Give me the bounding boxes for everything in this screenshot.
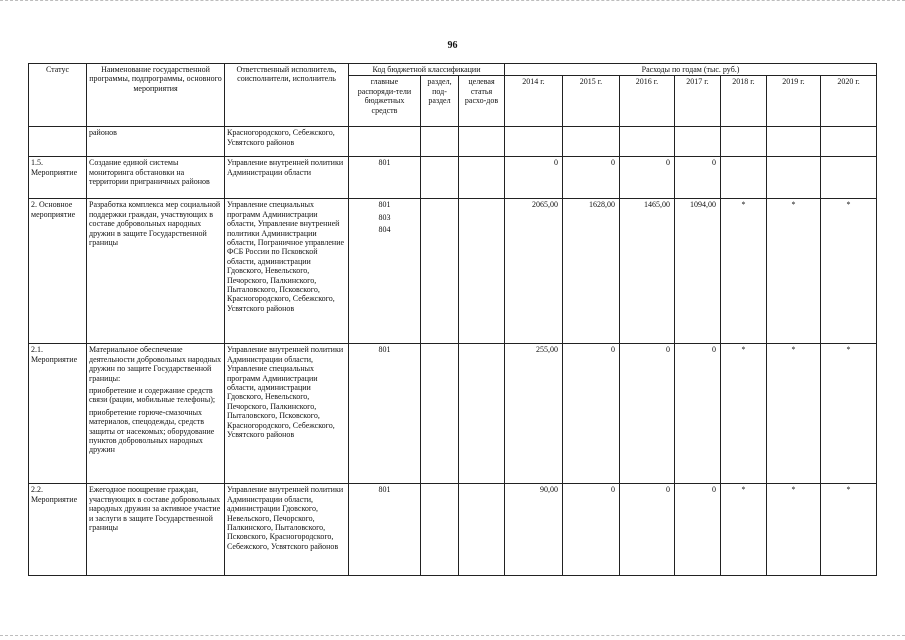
col-header-budget-code: Код бюджетной классификации (349, 64, 505, 76)
row-target-code (459, 157, 505, 199)
grbs-code: 801 (378, 345, 391, 355)
row-name-part: Материальное обеспечение деятельности добровольных народных дружин по защите Государственной границы: (89, 345, 222, 383)
row-value-2016 (620, 127, 675, 157)
row-name: Создание единой системы мониторинга обстановки на территории приграничных районов (87, 157, 225, 199)
row-target-code (459, 199, 505, 344)
row-value-2015: 0 (563, 157, 620, 199)
row-value-2019: * (767, 344, 821, 484)
row-target-code (459, 127, 505, 157)
row-status: 2.1. Мероприятие (29, 344, 87, 484)
row-section-code (421, 484, 459, 576)
row-grbs-code (349, 484, 421, 576)
header-row-1 (29, 64, 877, 76)
row-value-2020: * (821, 484, 877, 576)
row-target-code (459, 484, 505, 576)
row-section-code (421, 344, 459, 484)
budget-table (28, 63, 877, 576)
col-header-responsible: Ответственный исполнитель, соисполнители, исполнитель (225, 64, 349, 127)
row-value-2020: * (821, 344, 877, 484)
row-status (29, 127, 87, 157)
row-value-2015: 1628,00 (563, 199, 620, 344)
col-header-status: Статус (29, 64, 87, 127)
row-value-2015: 0 (563, 484, 620, 576)
col-header-year: 2016 г. (620, 76, 675, 127)
grbs-code: 801 (378, 200, 391, 210)
col-header-year: 2018 г. (721, 76, 767, 127)
row-value-2018: * (721, 199, 767, 344)
row-status: 2.2. Мероприятие (29, 484, 87, 576)
grbs-code: 804 (378, 225, 391, 235)
row-value-2014 (505, 127, 563, 157)
row-value-2020 (821, 157, 877, 199)
table-row (29, 344, 877, 484)
row-name-part: приобретение и содержание средств связи (рации, мобильные телефоны); (89, 386, 216, 405)
page-number: 96 (447, 40, 458, 51)
row-value-2020: * (821, 199, 877, 344)
grbs-code: 801 (378, 485, 391, 495)
row-responsible: Управление внутренней политики Администрации области (225, 157, 349, 199)
row-value-2015 (563, 127, 620, 157)
col-header-target: целевая статья расхо-дов (459, 76, 505, 127)
table-row (29, 157, 877, 199)
scan-edge-top (0, 0, 905, 4)
row-value-2019 (767, 157, 821, 199)
grbs-code: 803 (378, 212, 391, 222)
table-row (29, 199, 877, 344)
row-value-2017: 1094,00 (675, 199, 721, 344)
row-name: Ежегодное поощрение граждан, участвующих в составе добровольных народных дружин за активное участие и заслуги в защите Государственной границы (87, 484, 225, 576)
row-value-2016: 1465,00 (620, 199, 675, 344)
row-value-2019: * (767, 484, 821, 576)
row-value-2019: * (767, 199, 821, 344)
row-value-2014: 2065,00 (505, 199, 563, 344)
row-value-2016: 0 (620, 484, 675, 576)
row-responsible: Управление специальных программ Администрации области, Управление внутренней политики Администрации области, Пограничное управление ФСБ России по Псковской области, администрации Гдовского, Невельского, Печорского, Палкинского, Пыталовского, Псковского, Красногородского, Себежского, Усвятского районов (225, 199, 349, 344)
col-header-year: 2017 г. (675, 76, 721, 127)
row-responsible: Управление внутренней политики Администрации области, администрации Гдовского, Невельского, Печорского, Палкинского, Пыталовского, Псковского, Красногородского, Себежского, Усвятского районов (225, 484, 349, 576)
row-value-2017 (675, 127, 721, 157)
row-section-code (421, 157, 459, 199)
row-value-2017: 0 (675, 484, 721, 576)
row-name-part: приобретение горюче-смазочных материалов, спецодежды, средств защиты от насекомых; оборудование пунктов добровольных народных дружин (89, 407, 215, 455)
table-row (29, 127, 877, 157)
table-row (29, 484, 877, 576)
row-value-2018 (721, 157, 767, 199)
row-name: районов (87, 127, 225, 157)
row-value-2019 (767, 127, 821, 157)
row-section-code (421, 127, 459, 157)
row-value-2014: 255,00 (505, 344, 563, 484)
row-value-2018: * (721, 484, 767, 576)
col-header-section: раздел, под-раздел (421, 76, 459, 127)
col-header-year: 2019 г. (767, 76, 821, 127)
row-value-2020 (821, 127, 877, 157)
col-header-name: Наименование государственной программы, подпрограммы, основного мероприятия (87, 64, 225, 127)
scan-edge-bottom (0, 632, 905, 636)
row-grbs-code (349, 127, 421, 157)
row-grbs-code (349, 344, 421, 484)
row-responsible: Красногородского, Себежского, Усвятского районов (225, 127, 349, 157)
col-header-grbs: главные распоряди-тели бюджетных средств (349, 76, 421, 127)
row-value-2014: 0 (505, 157, 563, 199)
row-value-2017: 0 (675, 344, 721, 484)
row-responsible: Управление внутренней политики Администрации области, Управление специальных программ Администрации области, администрации Гдовского, Невельского, Печорского, Палкинского, Пыталовского, Псковского, Красногородского, Себежского, Усвятского районов (225, 344, 349, 484)
row-value-2014: 90,00 (505, 484, 563, 576)
col-header-year: 2015 г. (563, 76, 620, 127)
row-value-2017: 0 (675, 157, 721, 199)
row-grbs-code (349, 157, 421, 199)
row-status: 1.5. Мероприятие (29, 157, 87, 199)
grbs-code: 801 (378, 158, 391, 168)
row-value-2018: * (721, 344, 767, 484)
row-target-code (459, 344, 505, 484)
row-section-code (421, 199, 459, 344)
row-name: Разработка комплекса мер социальной поддержки граждан, участвующих в составе добровольных народных дружин в защите Государственной границы (87, 199, 225, 344)
row-status: 2. Основное мероприятие (29, 199, 87, 344)
row-grbs-code (349, 199, 421, 344)
row-value-2015: 0 (563, 344, 620, 484)
col-header-expenses: Расходы по годам (тыс. руб.) (505, 64, 877, 76)
col-header-year: 2020 г. (821, 76, 877, 127)
col-header-year: 2014 г. (505, 76, 563, 127)
row-name (87, 344, 225, 484)
row-value-2018 (721, 127, 767, 157)
row-value-2016: 0 (620, 344, 675, 484)
row-value-2016: 0 (620, 157, 675, 199)
